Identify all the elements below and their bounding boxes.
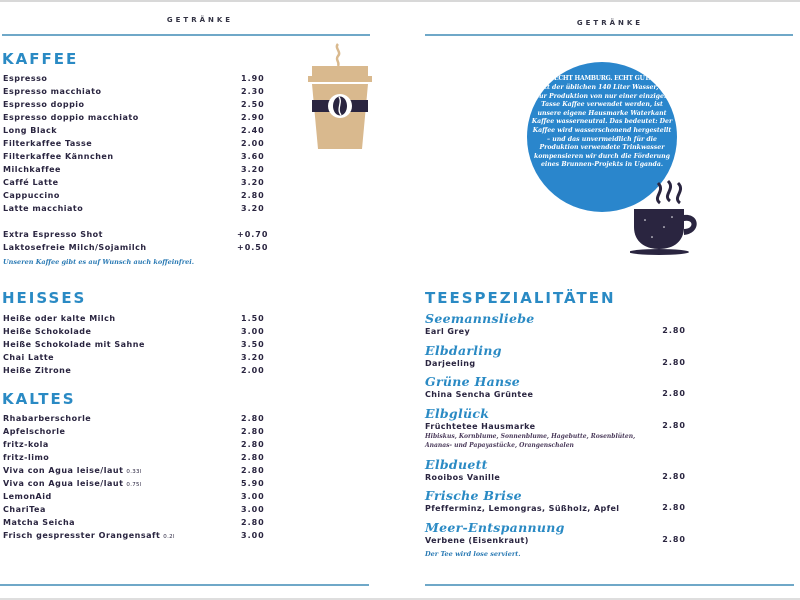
heisses-list — [3, 312, 265, 377]
tea-item: Meer-Entspannung Verbene (Eisenkraut) 2.80 — [425, 520, 686, 545]
bottom-rule — [425, 584, 794, 586]
kaltes-list — [3, 412, 265, 542]
menu-item: Filterkaffee Tasse 2.00 — [3, 139, 265, 148]
coffee-to-go-cup-icon — [302, 42, 378, 154]
menu-item: Latte macchiato 3.20 — [3, 204, 265, 213]
menu-item: Apfelschorle 2.80 — [3, 427, 265, 436]
page-title: GETRÄNKE — [166, 16, 234, 24]
section-title-kaltes: KALTES — [2, 390, 76, 408]
page-title: GETRÄNKE — [576, 19, 644, 27]
menu-item: fritz-kola 2.80 — [3, 440, 265, 449]
kaffee-note: Unseren Kaffee gibt es auf Wunsch auch koffeinfrei. — [3, 258, 195, 266]
circle-headline: ECHT HAMBURG. ECHT GUT. — [553, 75, 651, 82]
section-title-kaffee: KAFFEE — [2, 50, 79, 68]
menu-item: Viva con Agua leise/laut 0.33l 2.80 — [3, 466, 265, 475]
menu-item: Long Black 2.40 — [3, 126, 265, 135]
section-title-tee: TEESPEZIALITÄTEN — [425, 289, 616, 307]
menu-item: Caffé Latte 3.20 — [3, 178, 265, 187]
top-rule — [425, 34, 793, 36]
menu-item: Cappuccino 2.80 — [3, 191, 265, 200]
tea-item: Elbdarling Darjeeling 2.80 — [425, 343, 686, 368]
menu-item: Espresso doppio macchiato 2.90 — [3, 113, 265, 122]
menu-item: fritz-limo 2.80 — [3, 453, 265, 462]
steaming-teacup-icon — [630, 175, 706, 257]
menu-item: Heiße oder kalte Milch 1.50 — [3, 314, 265, 323]
tea-item: Grüne Hanse China Sencha Grüntee 2.80 — [425, 374, 686, 399]
bottom-rule — [0, 584, 369, 586]
kaffee-extras-list — [3, 228, 269, 254]
tea-item: Seemannsliebe Earl Grey 2.80 — [425, 311, 686, 336]
menu-item: Heiße Schokolade 3.00 — [3, 327, 265, 336]
menu-item: Frisch gespresster Orangensaft 0.2l 3.00 — [3, 531, 265, 540]
menu-item: Espresso 1.90 — [3, 74, 265, 83]
tea-item: Frische Brise Pfefferminz, Lemongras, Süßholz, Apfel 2.80 — [425, 488, 686, 513]
menu-item: Matcha Seicha 2.80 — [3, 518, 265, 527]
menu-extra: Laktosefreie Milch/Sojamilch +0.50 — [3, 243, 269, 252]
menu-item: Viva con Agua leise/laut 0.75l 5.90 — [3, 479, 265, 488]
kaffee-list — [3, 72, 265, 215]
tee-note: Der Tee wird lose serviert. — [425, 550, 521, 558]
menu-item: ChariTea 3.00 — [3, 505, 265, 514]
menu-item: Heiße Schokolade mit Sahne 3.50 — [3, 340, 265, 349]
menu-item: Espresso macchiato 2.30 — [3, 87, 265, 96]
section-title-heisses: HEISSES — [2, 289, 87, 307]
menu-extra: Extra Espresso Shot +0.70 — [3, 230, 269, 239]
menu-item: LemonAid 3.00 — [3, 492, 265, 501]
menu-item: Filterkaffee Kännchen 3.60 — [3, 152, 265, 161]
circle-text: Statt der üblichen 140 Liter Wasser, die zur Produktion von nur einer einzigen Tasse Kaffee verwendet werden, ist unsere eigene Hausmarke Waterkant Kaffee wasserneutral. Das bedeutet: Der Kaffee wird wasserschonend hergestellt – und das unvermeidlich für die Produktion verwendete Trinkwasser kompensieren wir durch die Förderung eines Brunnen-Projekts in Uganda. — [531, 84, 673, 169]
menu-item: Milchkaffee 3.20 — [3, 165, 265, 174]
top-rule — [2, 34, 370, 36]
menu-item: Chai Latte 3.20 — [3, 353, 265, 362]
menu-item: Rhabarberschorle 2.80 — [3, 414, 265, 423]
menu-item: Espresso doppio 2.50 — [3, 100, 265, 109]
tea-item: Elbduett Rooibos Vanille 2.80 — [425, 457, 686, 482]
tea-item: Elbglück Früchtetee Hausmarke 2.80 Hibiskus, Kornblume, Sonnenblume, Hagebutte, Rosenblüten, Ananas- und Papayastücke, Orangenschalen — [425, 406, 686, 449]
menu-item: Heiße Zitrone 2.00 — [3, 366, 265, 375]
